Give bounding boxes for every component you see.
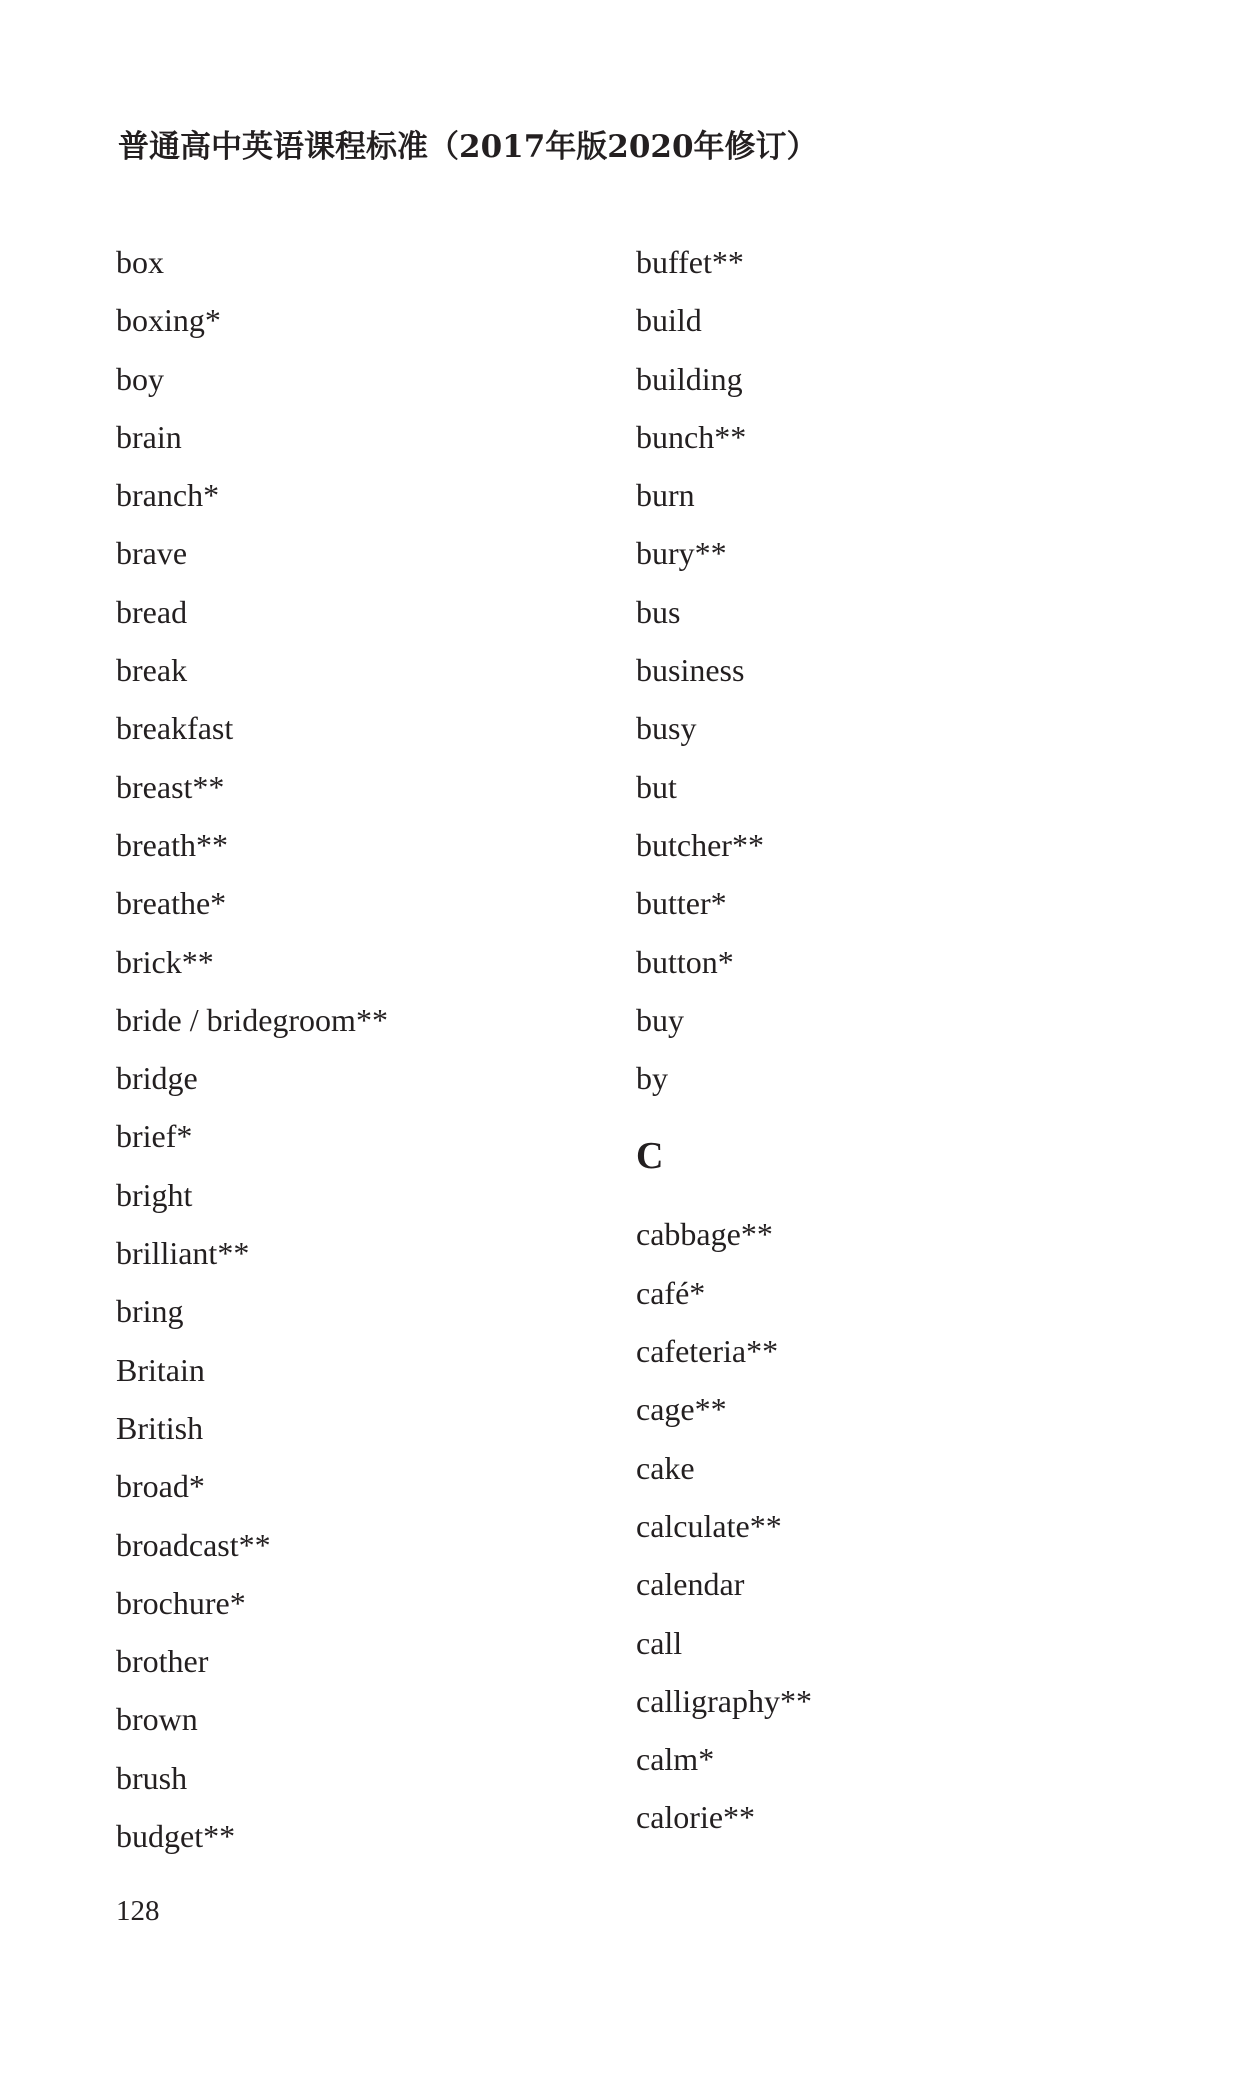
word-entry: broad* xyxy=(116,1468,205,1505)
word-entry: broadcast** xyxy=(116,1526,271,1563)
word-entry: building xyxy=(636,360,743,397)
word-entry: British xyxy=(116,1409,204,1446)
page-number: 128 xyxy=(116,1895,160,1927)
word-entry: brick** xyxy=(116,943,214,980)
word-entry: buy xyxy=(636,1001,684,1038)
word-entry: break xyxy=(116,652,188,689)
word-entry: business xyxy=(636,652,745,689)
word-entry: bright xyxy=(116,1176,193,1213)
word-entry: butcher** xyxy=(636,826,764,863)
word-entry: brilliant** xyxy=(116,1235,250,1272)
word-entry: brain xyxy=(116,418,182,455)
word-entry: cake xyxy=(636,1449,695,1486)
word-entry: brief* xyxy=(116,1118,193,1155)
word-entry: brother xyxy=(116,1643,209,1680)
word-entry: brave xyxy=(116,535,188,572)
word-entry: branch* xyxy=(116,477,220,514)
word-entry: breath** xyxy=(116,826,228,863)
section-letter-heading: C xyxy=(636,1135,664,1178)
word-entry: bride / bridegroom** xyxy=(116,1001,388,1038)
word-entry: calendar xyxy=(636,1566,745,1603)
word-entry: bus xyxy=(636,593,681,630)
word-entry: calm* xyxy=(636,1741,715,1778)
word-entry: cabbage** xyxy=(636,1216,773,1253)
word-list-left-column xyxy=(116,242,388,1874)
word-entry: boy xyxy=(116,360,164,397)
word-entry: bridge xyxy=(116,1060,198,1097)
word-entry: build xyxy=(636,302,702,339)
word-entry: busy xyxy=(636,710,697,747)
word-entry: buffet** xyxy=(636,244,744,280)
word-entry: budget** xyxy=(116,1818,236,1855)
word-entry: call xyxy=(636,1624,683,1661)
word-entry: brown xyxy=(116,1701,198,1738)
word-entry: burn xyxy=(636,477,695,514)
word-entry: bury** xyxy=(636,535,727,572)
word-entry: button* xyxy=(636,943,734,980)
word-entry: cage** xyxy=(636,1391,727,1428)
word-entry: café* xyxy=(636,1274,706,1311)
word-entry: bread xyxy=(116,593,188,630)
word-entry: calligraphy** xyxy=(636,1682,812,1719)
word-entry: by xyxy=(636,1060,668,1097)
word-entry: box xyxy=(116,244,164,280)
word-entry: breast** xyxy=(116,768,225,805)
word-entry: cafeteria** xyxy=(636,1333,779,1370)
word-entry: brush xyxy=(116,1759,188,1796)
page-header-title: 普通高中英语课程标准（2017年版2020年修订） xyxy=(118,129,818,165)
word-entry: boxing* xyxy=(116,302,221,339)
word-entry: but xyxy=(636,768,677,805)
word-entry: breathe* xyxy=(116,885,227,922)
word-entry: Britain xyxy=(116,1351,205,1388)
word-entry: butter* xyxy=(636,885,727,922)
word-entry: bring xyxy=(116,1293,184,1330)
word-entry: breakfast xyxy=(116,710,234,747)
word-entry: calorie** xyxy=(636,1799,756,1836)
word-list-right-column xyxy=(636,242,812,1856)
section-spacer xyxy=(636,1116,812,1136)
word-entry: calculate** xyxy=(636,1507,782,1544)
word-entry: bunch** xyxy=(636,418,747,455)
word-entry: brochure* xyxy=(116,1584,246,1621)
